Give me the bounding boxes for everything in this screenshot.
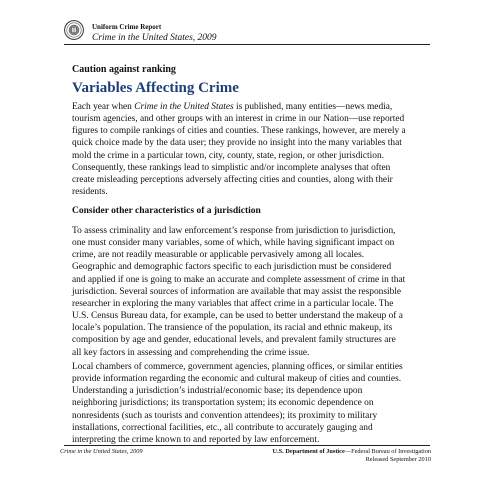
- fbi-seal-icon: [64, 20, 84, 40]
- paragraph-line: Understanding a jurisdiction’s industrial/economic base; its dependence upon: [72, 386, 363, 397]
- intro-line-0-a: Each year when: [72, 102, 135, 112]
- paragraph-line: residents.: [72, 187, 108, 198]
- header-rule: [64, 44, 430, 45]
- paragraph-line: quick choice made by the data user; they provide no insight into the many variables that: [72, 138, 402, 149]
- paragraph-line: Consequently, these rankings lead to simplistic and/or incomplete analyses that often: [72, 162, 391, 173]
- paragraph-line: composition by age and gender, educational levels, and prevalent family structures are: [72, 335, 396, 346]
- paragraph-line: interpreting the crime known to and reported by law enforcement.: [72, 434, 320, 445]
- paragraph-line: provide information regarding the economic and cultural makeup of cities and counties.: [72, 374, 402, 385]
- paragraph-line: nonresidents (such as tourists and convention attendees); its proximity to military: [72, 410, 378, 421]
- paragraph-line: Geographic and demographic factors specific to each jurisdiction must be considered: [72, 262, 392, 273]
- paragraph-line: tourism agencies, and other groups with an interest in crime in our Nation—use reported: [72, 114, 405, 125]
- page-title: Variables Affecting Crime: [72, 80, 239, 96]
- paragraph-line: [72, 101, 428, 113]
- caution-heading: Caution against ranking: [72, 64, 176, 75]
- footer-bureau: —Federal Bureau of Investigation: [344, 448, 431, 455]
- paragraph-line: U.S. Census Bureau data, for example, can be used to better understand the makeup of a: [72, 311, 403, 322]
- publication-title: Crime in the United States, 2009: [92, 33, 217, 43]
- paragraph-line: jurisdiction. Several sources of information are available that may assist the responsible: [72, 286, 402, 297]
- intro-publication-ref: Crime in the United States: [134, 102, 234, 112]
- characteristics-paragraph: [72, 225, 428, 359]
- paragraph-line: locale’s population. The transience of the population, its racial and ethnic makeup, its: [72, 323, 393, 334]
- paragraph-line: and applied if one is going to make an accurate and complete assessment of crime in that: [72, 274, 406, 285]
- paragraph-line: neighboring jurisdictions; its transportation system; its economic dependence on: [72, 398, 374, 409]
- local-sources-paragraph: [72, 361, 428, 446]
- intro-line-0-b: is published, many entities—news media,: [233, 102, 393, 112]
- footer-publication: Crime in the United States, 2009: [60, 448, 143, 455]
- paragraph-line: Local chambers of commerce, government agencies, planning offices, or similar entities: [72, 362, 403, 372]
- paragraph-line: To assess criminality and law enforcement’s response from jurisdiction to jurisdiction,: [72, 226, 396, 236]
- paragraph-line: installations, correctional facilities, etc., all contribute to accurately gauging and: [72, 422, 373, 433]
- paragraph-line: crime, are not readily measurable or applicable pervasively among all locales.: [72, 250, 365, 261]
- paragraph-line: figures to compile rankings of cities and counties. These rankings, however, are merely a: [72, 126, 406, 137]
- section-subheading: Consider other characteristics of a jurisdiction: [72, 206, 261, 216]
- footer-agency: [273, 448, 431, 463]
- report-header: [92, 22, 217, 43]
- paragraph-line: create misleading perceptions adversely affecting cities and counties, along with their: [72, 174, 393, 185]
- paragraph-line: mold the crime in a particular town, city, county, state, region, or other jurisdiction.: [72, 150, 384, 161]
- paragraph-line: all key factors in assessing and comprehending the crime issue.: [72, 347, 310, 358]
- footer-rule: [64, 445, 430, 446]
- report-name: Uniform Crime Report: [92, 23, 162, 31]
- intro-paragraph: [72, 101, 428, 198]
- footer-department: U.S. Department of Justice: [272, 448, 345, 455]
- footer-release-date: Released September 2010: [365, 455, 431, 463]
- paragraph-line: researcher in exploring the many variables that affect crime in a particular locale. The: [72, 298, 394, 309]
- paragraph-line: one must consider many variables, some of which, while having significant impact on: [72, 238, 395, 249]
